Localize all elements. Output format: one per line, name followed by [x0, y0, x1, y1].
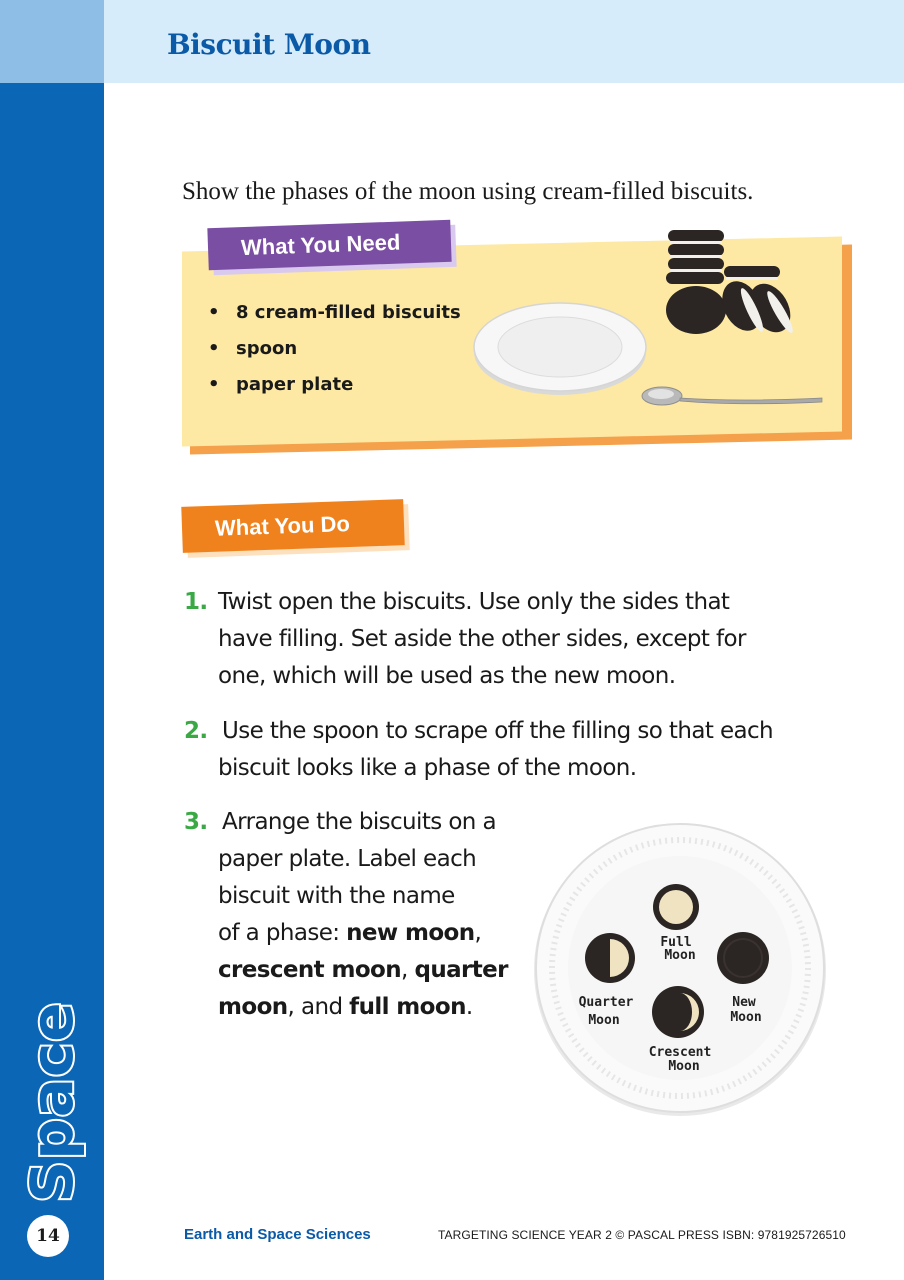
plate-label-new: New	[732, 995, 756, 1010]
step-line: one, which will be used as the new moon.	[218, 663, 676, 689]
phase-quarter-moon: moon	[218, 994, 288, 1020]
section-label: Space	[18, 1001, 86, 1203]
plate-label-full: Full	[660, 935, 692, 950]
phase-quarter: quarter	[414, 957, 508, 983]
moon-phases-plate	[530, 822, 830, 1122]
plate-label-crescent: Crescent	[648, 1045, 712, 1060]
material-label: paper plate	[236, 373, 354, 395]
paper-plate-image	[472, 297, 652, 397]
what-you-do-heading: What You Do	[181, 499, 404, 553]
plate-label-full-moon: Moon	[664, 948, 696, 963]
step-text: .	[465, 994, 473, 1020]
material-label: 8 cream-filled biscuits	[236, 301, 461, 323]
list-item: • spoon	[208, 337, 298, 359]
step-line: Arrange the biscuits on a	[222, 809, 496, 835]
step-line: Twist open the biscuits. Use only the sides that	[218, 589, 730, 615]
footer-subject: Earth and Space Sciences	[184, 1226, 371, 1243]
step-line: biscuit looks like a phase of the moon.	[218, 755, 637, 781]
phase-new-moon: new moon	[346, 920, 475, 946]
what-you-need-heading: What You Need	[207, 220, 451, 270]
step-3	[184, 804, 508, 1026]
step-line: have filling. Set aside the other sides, except for	[218, 626, 746, 652]
step-line: biscuit with the name	[218, 883, 455, 909]
list-item: • 8 cream-filled biscuits	[208, 301, 461, 323]
step-1	[184, 584, 746, 695]
list-item: • paper plate	[208, 373, 354, 395]
crescent-moon-biscuit	[652, 986, 704, 1038]
intro-text: Show the phases of the moon using cream-filled biscuits.	[182, 178, 754, 205]
step-number: 1.	[184, 589, 208, 615]
phase-crescent-moon: crescent moon	[218, 957, 402, 983]
materials-list	[208, 294, 461, 402]
spoon-image	[640, 380, 826, 416]
step-number: 2.	[184, 718, 208, 744]
step-text: , and	[287, 994, 350, 1020]
step-line: Use the spoon to scrape off the filling so that each	[222, 718, 774, 744]
new-moon-biscuit	[717, 932, 769, 984]
material-label: spoon	[236, 337, 298, 359]
step-text: of a phase:	[218, 920, 347, 946]
step-text: ,	[474, 920, 482, 946]
step-2	[184, 713, 773, 787]
sidebar-top-block	[0, 0, 104, 83]
step-number: 3.	[184, 809, 208, 835]
full-moon-biscuit	[653, 884, 699, 930]
quarter-moon-biscuit	[585, 933, 635, 983]
page-number: 14	[27, 1215, 69, 1257]
step-line: paper plate. Label each	[218, 846, 477, 872]
phase-full-moon: full moon	[349, 994, 466, 1020]
plate-label-quarter: Quarter	[578, 995, 634, 1010]
step-text: ,	[401, 957, 415, 983]
biscuits-image	[660, 224, 806, 340]
step-line	[218, 989, 508, 1026]
plate-label-quarter-moon: Moon	[588, 1013, 620, 1028]
step-line	[218, 915, 508, 952]
footer-copyright: TARGETING SCIENCE YEAR 2 © PASCAL PRESS ISBN: 9781925726510	[438, 1228, 846, 1242]
plate-label-crescent-moon: Moon	[668, 1059, 700, 1074]
step-line	[218, 952, 508, 989]
plate-label-new-moon: Moon	[730, 1010, 762, 1025]
page-title: Biscuit Moon	[167, 28, 371, 61]
